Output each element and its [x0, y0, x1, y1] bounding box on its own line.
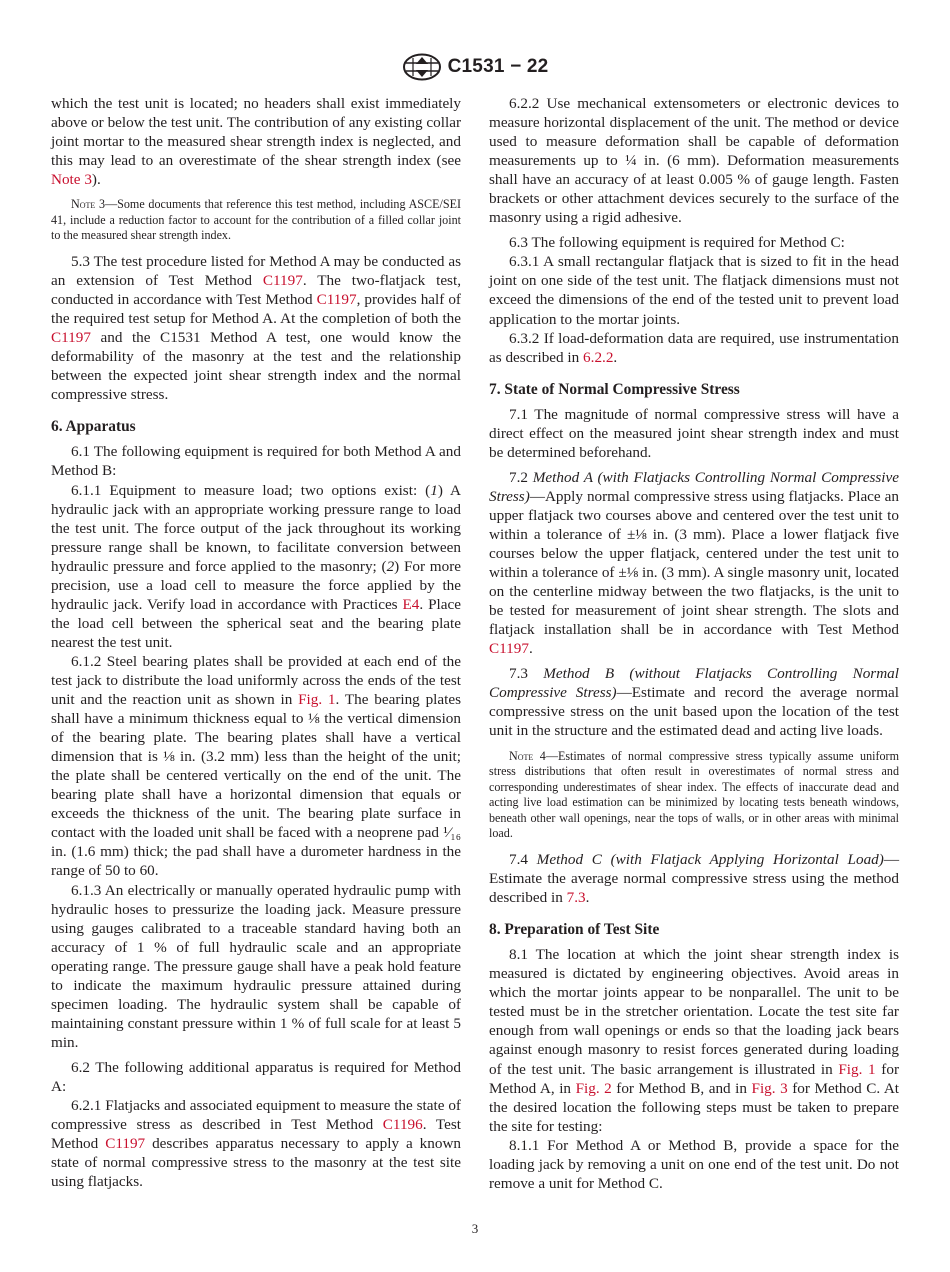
paragraph-8-1-1: 8.1.1 For Method A or Method B, provide a space for the loading jack by removing a unit on one end of the test unit. Do not remove a unit for Method C.	[489, 1136, 899, 1192]
paragraph-6-2: 6.2 The following additional apparatus is required for Method A:	[51, 1058, 461, 1095]
c1197-link[interactable]: C1197	[489, 640, 529, 658]
document-id: C1531 − 22	[447, 56, 549, 77]
section-6-heading: 6. Apparatus	[51, 418, 136, 436]
paragraph-6-3-2: 6.3.2 If load-deformation data are required, use instrumentation as described in 6.2.2.	[489, 329, 899, 366]
e4-link[interactable]: E4	[402, 595, 420, 613]
note-3: Note 3—Some documents that reference this test method, including ASCE/SEI 41, include a reduction factor to account for the contribution of a filled collar joint to the measured shear strength index.	[51, 197, 461, 243]
paragraph-6-1-3: 6.1.3 An electrically or manually operated hydraulic pump with hydraulic hoses to pressurize the loading jack. Measure pressure using gauges calibrated to a traceable standard having both an accuracy of 1 % of full hydraulic scale and an appropriate operating range. The pressure gauge shall have a peak hold feature to indicate the maximum hydraulic pressure attained during specimen loading. The hydraulic system shall be capable of maintaining constant pressure within 1 % of full scale for at least 5 min.	[51, 881, 461, 1051]
c1197-link[interactable]: C1197	[51, 329, 91, 347]
c1197-link[interactable]: C1197	[316, 291, 357, 309]
paragraph-7-3: 7.3 Method B (without Flatjacks Controlling Normal Compressive Stress)—Estimate and record the average normal compressive stress on the unit based upon the location of the test unit in the structure and the estimated dead and acting live loads.	[489, 665, 899, 740]
section-6-2-2-link[interactable]: 6.2.2	[583, 348, 614, 366]
paragraph-7-2: 7.2 Method A (with Flatjacks Controlling Normal Compressive Stress)—Apply normal compressive stress using flatjacks. Place an upper flatjack two courses above and centered over the test unit to within a tolerance of ±⅛ in. (3 mm). Place a lower flatjack five courses below the upper flatjack, centered under the test unit to within a tolerance of ±⅛ in. (3 mm). A single masonry unit, located on the centerline midway between the two flatjacks, is the unit to be tested for measurement of joint shear strength. The slots and flatjack installation shall be in accordance with Test Method C1197.	[489, 468, 899, 658]
paragraph-7-4: 7.4 Method C (with Flatjack Applying Horizontal Load)—Estimate the average normal compressive stress using the method described in 7.3.	[489, 851, 899, 907]
paragraph-6-2-1: 6.2.1 Flatjacks and associated equipment to measure the state of compressive stress as described in Test Method C1196. Test Method C1197 describes apparatus necessary to apply a known state of normal compressive stress to the masonry at the test site using flatjacks.	[51, 1097, 462, 1191]
fig-3-link[interactable]: Fig. 3	[751, 1079, 788, 1097]
right-column	[489, 94, 899, 1193]
fig-1-link[interactable]: Fig. 1	[838, 1060, 876, 1078]
fig-2-link[interactable]: Fig. 2	[575, 1079, 612, 1097]
paragraph-6-1-2: 6.1.2 Steel bearing plates shall be provided at each end of the test jack to distribute the load uniformly across the ends of the test unit and the reaction unit as shown in Fig. 1. The bearing plates shall have a minimum thickness equal to ⅛ the vertical dimension of the bearing plate. The bearing plates shall have a vertical dimension that is ⅛ in. (3.2 mm) less than the height of the unit; the plate shall be centered vertically on the end of the unit. The bearing plate shall have a horizontal dimension that equals or exceeds the thickness of the unit. The bearing plate surface in contact with the loaded unit shall be faced with a neoprene pad ¹⁄₁₆ in. (1.6 mm) thick; the pad shall have a durometer hardness in the range of 50 to 60.	[51, 652, 461, 880]
section-7-3-link[interactable]: 7.3	[566, 889, 586, 907]
paragraph-5-2-continued: which the test unit is located; no headers shall exist immediately above or below the test unit. The contribution of any existing collar joint mortar to the measured shear strength index is neglected, and this may lead to an overestimate of the shear strength index (see Note 3).	[51, 95, 461, 189]
c1197-link[interactable]: C1197	[262, 272, 303, 290]
note-4: Note 4—Estimates of normal compressive stress typically assume uniform stress distributions that often result in overestimates of normal stress and corresponding underestimates of shear index. The effects of inaccurate dead and acting live load estimation can be minimized by locating tests beneath windows, beneath other wall openings, near the tops of walls, or in other areas with minimal load.	[489, 748, 899, 841]
paragraph-5-3: 5.3 The test procedure listed for Method A may be conducted as an extension of Test Method C1197. The two-flatjack test, conducted in accordance with Test Method C1197, provides half of the required test setup for Method A. At the completion of both the C1197 and the C1531 Method A test, one would know the deformability of the masonry at the test and the relationship between the expected joint shear strength index and the normal compressive stress.	[51, 253, 461, 404]
paragraph-6-2-2: 6.2.2 Use mechanical extensometers or electronic devices to measure horizontal displacement of the unit. The method or device used to measure deformation shall be capable of deformation measurements up to ¼ in. (6 mm). Deformation measurements shall have an accuracy of at least 0.005 % of gauge length. Fasten brackets or other attachment devices securely to the surface of the masonry using a rigid adhesive.	[489, 95, 899, 227]
astm-logo-icon	[402, 53, 442, 81]
left-column	[51, 94, 461, 1191]
paragraph-6-3-1: 6.3.1 A small rectangular flatjack that is sized to fit in the head joint on one side of the test unit. The flatjack dimensions must not exceed the dimensions of the end of the tested unit to prevent load application to the mortar joints.	[489, 253, 899, 328]
paragraph-6-1: 6.1 The following equipment is required for both Method A and Method B:	[51, 443, 461, 480]
section-8-heading: 8. Preparation of Test Site	[489, 921, 660, 939]
c1197-link[interactable]: C1197	[105, 1135, 146, 1153]
page-header	[0, 52, 950, 82]
section-7-heading: 7. State of Normal Compressive Stress	[489, 380, 740, 398]
c1196-link[interactable]: C1196	[382, 1116, 423, 1134]
paragraph-8-1: 8.1 The location at which the joint shear strength index is measured is dictated by engineering objectives. Avoid areas in which the mortar joints appear to be nonparallel. The unit to be tested must be in the stretcher orientation. Locate the test site far enough from wall openings or ends so that the loading jack bears against enough masonry to resist forces generated during loading of the test unit. The basic arrangement is illustrated in Fig. 1 for Method A, in Fig. 2 for Method B, and in Fig. 3 for Method C. At the desired location the following steps must be taken to prepare the site for testing:	[489, 946, 900, 1135]
paragraph-6-3: 6.3 The following equipment is required for Method C:	[509, 234, 845, 252]
paragraph-6-1-1: 6.1.1 Equipment to measure load; two options exist: (1) A hydraulic jack with an appropriate working pressure range to load the test unit. The force output of the jack throughout its working pressure range shall be known, to facilitate conversion between hydraulic pressure and force applied to the masonry; (2) For more precision, use a load cell to measure the force applied by the hydraulic jack. Verify load in accordance with Practices E4. Place the load cell between the spherical seat and the bearing plate nearest the test unit.	[51, 481, 461, 651]
paragraph-7-1: 7.1 The magnitude of normal compressive stress will have a direct effect on the measured joint shear strength index and must be determined beforehand.	[489, 405, 899, 461]
note-3-link[interactable]: Note 3	[51, 171, 92, 189]
page-number: 3	[471, 1221, 479, 1236]
fig-1-link[interactable]: Fig. 1	[298, 691, 336, 709]
